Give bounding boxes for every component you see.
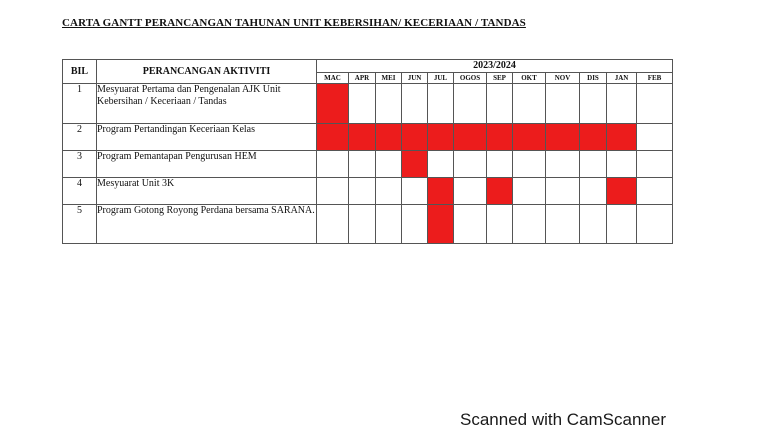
gantt-bar-cell <box>580 124 607 151</box>
month-header: MAC <box>317 73 349 84</box>
gantt-empty-cell <box>376 178 402 205</box>
gantt-empty-cell <box>487 151 513 178</box>
gantt-empty-cell <box>376 151 402 178</box>
activity-name: Program Gotong Royong Perdana bersama SARANA. <box>97 205 317 244</box>
gantt-empty-cell <box>317 205 349 244</box>
gantt-empty-cell <box>637 178 673 205</box>
gantt-empty-cell <box>428 84 454 124</box>
gantt-bar-cell <box>546 124 580 151</box>
gantt-empty-cell <box>454 178 487 205</box>
gantt-empty-cell <box>513 84 546 124</box>
month-header: SEP <box>487 73 513 84</box>
activity-name: Program Pertandingan Keceriaan Kelas <box>97 124 317 151</box>
row-number: 2 <box>63 124 97 151</box>
gantt-empty-cell <box>607 84 637 124</box>
gantt-empty-cell <box>580 178 607 205</box>
gantt-empty-cell <box>637 205 673 244</box>
activity-name: Mesyuarat Pertama dan Pengenalan AJK Unit Kebersihan / Keceriaan / Tandas <box>97 84 317 124</box>
gantt-empty-cell <box>428 151 454 178</box>
activity-row <box>63 178 673 205</box>
gantt-empty-cell <box>454 205 487 244</box>
gantt-bar-cell <box>317 124 349 151</box>
header-row-top <box>63 60 673 73</box>
row-number: 1 <box>63 84 97 124</box>
month-header: APR <box>349 73 376 84</box>
gantt-empty-cell <box>546 205 580 244</box>
gantt-bar-cell <box>428 124 454 151</box>
gantt-empty-cell <box>317 151 349 178</box>
header-bil: BIL <box>63 60 97 84</box>
gantt-bar-cell <box>317 84 349 124</box>
gantt-empty-cell <box>580 151 607 178</box>
gantt-empty-cell <box>546 178 580 205</box>
gantt-chart-table <box>62 59 673 244</box>
month-header: JAN <box>607 73 637 84</box>
gantt-empty-cell <box>546 151 580 178</box>
gantt-empty-cell <box>454 84 487 124</box>
gantt-empty-cell <box>454 151 487 178</box>
row-number: 5 <box>63 205 97 244</box>
gantt-empty-cell <box>546 84 580 124</box>
gantt-empty-cell <box>402 84 428 124</box>
month-header: NOV <box>546 73 580 84</box>
gantt-empty-cell <box>349 84 376 124</box>
gantt-empty-cell <box>317 178 349 205</box>
gantt-empty-cell <box>513 205 546 244</box>
gantt-empty-cell <box>607 205 637 244</box>
gantt-empty-cell <box>580 84 607 124</box>
month-header: JUN <box>402 73 428 84</box>
gantt-bar-cell <box>487 178 513 205</box>
header-year: 2023/2024 <box>317 60 673 73</box>
gantt-empty-cell <box>376 205 402 244</box>
gantt-bar-cell <box>428 205 454 244</box>
month-header: JUL <box>428 73 454 84</box>
gantt-bar-cell <box>402 151 428 178</box>
gantt-empty-cell <box>513 178 546 205</box>
gantt-empty-cell <box>637 124 673 151</box>
gantt-bar-cell <box>454 124 487 151</box>
month-header: OKT <box>513 73 546 84</box>
gantt-empty-cell <box>487 205 513 244</box>
gantt-bar-cell <box>607 178 637 205</box>
month-header: DIS <box>580 73 607 84</box>
gantt-bar-cell <box>513 124 546 151</box>
gantt-empty-cell <box>637 84 673 124</box>
activity-row <box>63 151 673 178</box>
gantt-bar-cell <box>376 124 402 151</box>
camscanner-watermark: Scanned with CamScanner <box>460 410 667 429</box>
activity-row <box>63 84 673 124</box>
month-header: FEB <box>637 73 673 84</box>
gantt-empty-cell <box>513 151 546 178</box>
gantt-empty-cell <box>349 205 376 244</box>
gantt-bar-cell <box>402 124 428 151</box>
gantt-empty-cell <box>349 178 376 205</box>
row-number: 4 <box>63 178 97 205</box>
gantt-empty-cell <box>487 84 513 124</box>
month-header: MEI <box>376 73 402 84</box>
row-number: 3 <box>63 151 97 178</box>
gantt-empty-cell <box>607 151 637 178</box>
gantt-empty-cell <box>402 178 428 205</box>
month-header: OGOS <box>454 73 487 84</box>
activity-row <box>63 205 673 244</box>
gantt-bar-cell <box>428 178 454 205</box>
header-activity: PERANCANGAN AKTIVITI <box>97 60 317 84</box>
gantt-bar-cell <box>349 124 376 151</box>
gantt-empty-cell <box>580 205 607 244</box>
gantt-bar-cell <box>487 124 513 151</box>
gantt-empty-cell <box>402 205 428 244</box>
document-title: CARTA GANTT PERANCANGAN TAHUNAN UNIT KEBERSIHAN/ KECERIAAN / TANDAS <box>62 17 526 29</box>
activity-name: Mesyuarat Unit 3K <box>97 178 317 205</box>
gantt-empty-cell <box>376 84 402 124</box>
gantt-empty-cell <box>349 151 376 178</box>
gantt-empty-cell <box>637 151 673 178</box>
gantt-bar-cell <box>607 124 637 151</box>
activity-name: Program Pemantapan Pengurusan HEM <box>97 151 317 178</box>
activity-row <box>63 124 673 151</box>
